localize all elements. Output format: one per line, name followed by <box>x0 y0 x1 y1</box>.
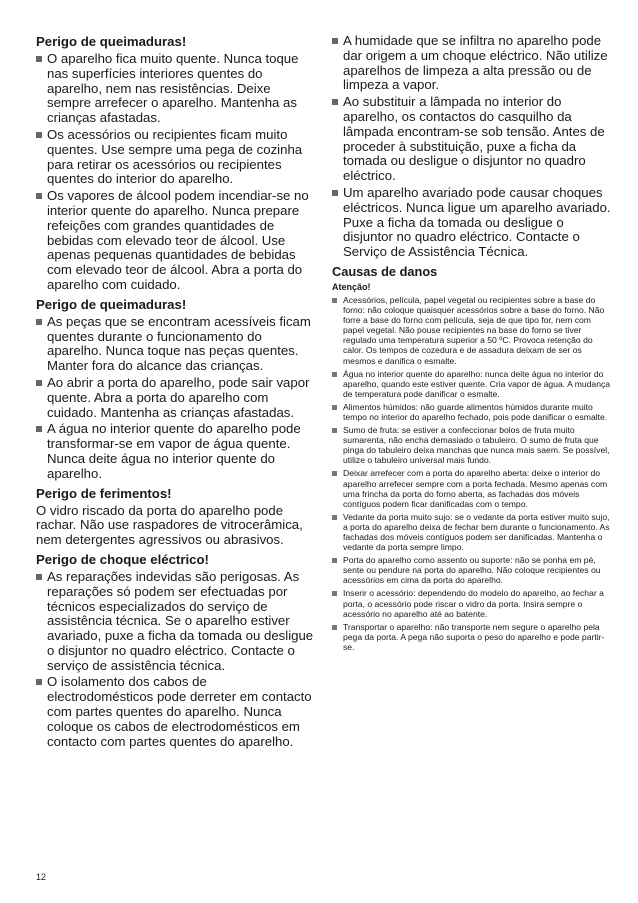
section-heading: Perigo de queimaduras! <box>36 34 187 49</box>
section-electric <box>36 552 314 750</box>
bullet-square-icon <box>36 679 42 685</box>
bullet-square-icon <box>332 471 337 476</box>
list-item: As reparações indevidas são perigosas. As reparações só podem ser efectuadas por técnicos especializados do serviço de assistência técnica. Se o aparelho estiver avariado, puxe a ficha da tomada ou desligue o disjuntor no quadro eléctrico. Contacte o serviço de assistência técnica. <box>36 570 314 674</box>
attention-label: Atenção! <box>332 281 371 292</box>
bullet-square-icon <box>36 426 42 432</box>
bullet-square-icon <box>36 56 42 62</box>
list-item: Um aparelho avariado pode causar choques eléctricos. Nunca ligue um aparelho avariado. Puxe a ficha da tomada ou desligue o disjuntor no quadro eléctrico. Contacte o Serviço de Assistência Técnica. <box>332 186 612 260</box>
bullet-square-icon <box>332 515 337 520</box>
damage-item: Transportar o aparelho: não transporte nem segure o aparelho pela pega da porta. A pega não suporta o peso do aparelho e pode partir-se. <box>332 622 612 652</box>
list-item: As peças que se encontram acessíveis ficam quentes durante o funcionamento do aparelho. Nunca toque nas peças quentes. Manter fora do alcance das crianças. <box>36 315 314 374</box>
damage-item: Vedante da porta muito sujo: se o vedante da porta estiver muito sujo, a porta do aparelho deixa de fechar bem durante o funcionamento. As fachadas dos móveis contíguos podem ser danificadas. Mantenha o vedante da porta sempre limpo. <box>332 512 612 552</box>
section-burn-1 <box>36 34 314 293</box>
bullet-square-icon <box>332 428 337 433</box>
damage-item: Acessórios, película, papel vegetal ou recipientes sobre a base do forno: não coloque quaisquer acessórios sobre a base do forno. Não forre a base do forno com película, seja de que tipo for, nem com papel vegetal. Não pouse recipientes na base do forno se tiver regulado uma temperatura superior a 50 ºC. Provoca retenção do calor. Os tempos de cozedura e de assadura deixam de ser os mesmos e danifica o esmalte. <box>332 295 612 366</box>
bullet-square-icon <box>332 558 337 563</box>
list-item: Os acessórios ou recipientes ficam muito quentes. Use sempre uma pega de cozinha para retirar os acessórios ou recipientes quentes do interior do aparelho. <box>36 128 314 187</box>
list-item: A humidade que se infiltra no aparelho pode dar origem a um choque eléctrico. Não utilize aparelhos de limpeza a alta pressão ou de limpeza a vapor. <box>332 34 612 93</box>
damage-item: Inserir o acessório: dependendo do modelo do aparelho, ao fechar a porta, o acessório pode riscar o vidro da porta. Insira sempre o acessório no aparelho até ao batente. <box>332 588 612 618</box>
left-column <box>36 34 314 751</box>
list-item: O aparelho fica muito quente. Nunca toque nas superfícies interiores quentes do aparelho, nem nas resistências. Deixe sempre arrefecer o aparelho. Mantenha as crianças afastadas. <box>36 52 314 126</box>
section-heading: Perigo de choque eléctrico! <box>36 551 209 567</box>
paragraph: O vidro riscado da porta do aparelho pode rachar. Não use raspadores de vitrocerâmica, nem detergentes agressivos ou abrasivos. <box>36 502 303 548</box>
bullet-square-icon <box>332 99 338 105</box>
damage-item: Sumo de fruta: se estiver a confeccionar bolos de fruta muito sumarenta, não encha demasiado o tabuleiro. O sumo de fruta que pinga do tabuleiro deixa manchas que nunca mais saem. Se possível, utilize o tabuleiro universal mais fundo. <box>332 425 612 465</box>
section-heading: Perigo de queimaduras! <box>36 296 187 312</box>
bullet-square-icon <box>332 298 337 303</box>
damage-item: Água no interior quente do aparelho: nunca deite água no interior do aparelho, quando este estiver quente. Cria vapor de água. A mudança de temperatura pode danificar o esmalte. <box>332 369 612 399</box>
bullet-square-icon <box>36 574 42 580</box>
page-number: 12 <box>36 872 47 882</box>
bullet-square-icon <box>332 372 337 377</box>
damage-item: Deixar arrefecer com a porta do aparelho aberta: deixe o interior do aparelho arrefecer sempre com a porta fechada. Mesmo apenas com uma frincha da porta do forno aberta, as fachadas dos móveis contíguos podem ficar danificadas com o tempo. <box>332 468 612 508</box>
bullet-square-icon <box>36 193 42 199</box>
section-injury <box>36 486 314 548</box>
damage-heading: Causas de danos <box>332 263 438 279</box>
list-item: O isolamento dos cabos de electrodomésticos pode derreter em contacto com partes quentes do aparelho. Nunca coloque os cabos de electrodomésticos em contacto com partes quentes do aparelho. <box>36 675 314 749</box>
list-item: Ao abrir a porta do aparelho, pode sair vapor quente. Abra a porta do aparelho com cuidado. Mantenha as crianças afastadas. <box>36 376 314 420</box>
bullet-square-icon <box>36 132 42 138</box>
bullet-square-icon <box>332 190 338 196</box>
damage-item: Alimentos húmidos: não guarde alimentos húmidos durante muito tempo no interior do aparelho fechado, pois pode danificar o esmalte. <box>332 402 612 422</box>
damage-item: Porta do aparelho como assento ou suporte: não se ponha em pé, sente ou pendure na porta do aparelho. Não coloque recipientes ou acessórios em cima da porta do aparelho. <box>332 555 612 585</box>
section-burn-2 <box>36 297 314 482</box>
list-item: Ao substituir a lâmpada no interior do aparelho, os contactos do casquilho da lâmpada encontram-se sob tensão. Antes de proceder à substituição, puxe a ficha da tomada ou desligue o disjuntor no quadro eléctrico. <box>332 95 612 184</box>
bullet-square-icon <box>332 591 337 596</box>
list-item: Os vapores de álcool podem incendiar-se no interior quente do aparelho. Nunca prepare refeições com grandes quantidades de bebidas com elevado teor de álcool. Use apenas pequenas quantidades de bebidas com elevado teor de álcool. Abra a porta do aparelho com cuidado. <box>36 189 314 293</box>
bullet-square-icon <box>36 380 42 386</box>
bullet-square-icon <box>332 405 337 410</box>
bullet-square-icon <box>36 319 42 325</box>
right-column <box>332 34 612 655</box>
list-item: A água no interior quente do aparelho pode transformar-se em vapor de água quente. Nunca deite água no interior quente do aparelho. <box>36 422 314 481</box>
section-heading: Perigo de ferimentos! <box>36 485 172 501</box>
bullet-square-icon <box>332 38 338 44</box>
bullet-square-icon <box>332 625 337 630</box>
